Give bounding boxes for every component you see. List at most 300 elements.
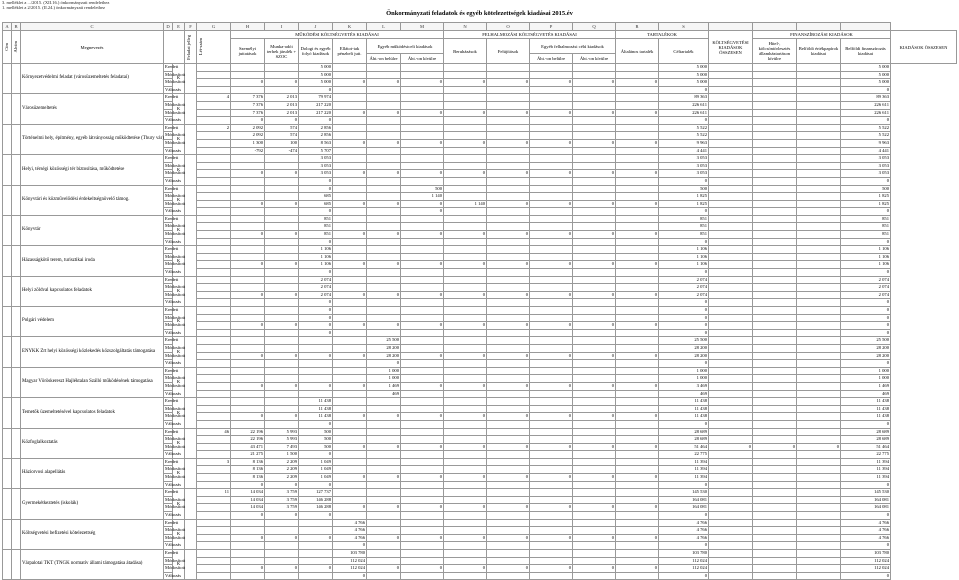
- value-cell[interactable]: [197, 246, 231, 254]
- value-cell[interactable]: [231, 177, 265, 185]
- value-cell[interactable]: [753, 276, 797, 284]
- value-cell[interactable]: [709, 299, 753, 307]
- value-cell[interactable]: [709, 253, 753, 261]
- value-cell[interactable]: 0: [530, 139, 573, 147]
- value-cell[interactable]: [265, 185, 299, 193]
- value-cell[interactable]: [401, 451, 444, 459]
- value-cell[interactable]: 1 469: [367, 382, 401, 390]
- column-letter[interactable]: P: [530, 23, 573, 31]
- value-cell[interactable]: [616, 238, 659, 246]
- value-cell[interactable]: [753, 155, 797, 163]
- value-cell[interactable]: 3 053: [659, 155, 709, 163]
- value-cell[interactable]: 0: [841, 208, 891, 216]
- value-cell[interactable]: [616, 132, 659, 140]
- value-cell[interactable]: [573, 117, 616, 125]
- value-cell[interactable]: [197, 147, 231, 155]
- value-cell[interactable]: [197, 481, 231, 489]
- value-cell[interactable]: 0: [616, 231, 659, 239]
- value-cell[interactable]: 112 024: [659, 557, 709, 565]
- value-cell[interactable]: [753, 200, 797, 208]
- value-cell[interactable]: [616, 94, 659, 102]
- value-cell[interactable]: 0: [444, 565, 487, 573]
- value-cell[interactable]: 0: [530, 261, 573, 269]
- value-cell[interactable]: 0: [573, 231, 616, 239]
- value-cell[interactable]: [197, 215, 231, 223]
- value-cell[interactable]: [265, 177, 299, 185]
- value-cell[interactable]: [709, 542, 753, 550]
- value-cell[interactable]: 0: [841, 314, 891, 322]
- value-cell[interactable]: [444, 466, 487, 474]
- value-cell[interactable]: [367, 208, 401, 216]
- value-cell[interactable]: 28 200: [367, 344, 401, 352]
- value-cell[interactable]: [197, 542, 231, 550]
- value-cell[interactable]: [530, 550, 573, 558]
- value-cell[interactable]: [709, 496, 753, 504]
- value-cell[interactable]: 164 081: [659, 496, 709, 504]
- value-cell[interactable]: [797, 512, 841, 520]
- value-cell[interactable]: [333, 390, 367, 398]
- table-row[interactable]: [3, 185, 957, 193]
- value-cell[interactable]: [299, 550, 333, 558]
- value-cell[interactable]: 11 438: [299, 405, 333, 413]
- value-cell[interactable]: [231, 246, 265, 254]
- value-cell[interactable]: [197, 101, 231, 109]
- value-cell[interactable]: 112 024: [841, 557, 891, 565]
- value-cell[interactable]: [444, 147, 487, 155]
- value-cell[interactable]: [401, 572, 444, 580]
- value-cell[interactable]: [709, 436, 753, 444]
- value-cell[interactable]: [444, 519, 487, 527]
- column-letter[interactable]: Q: [573, 23, 616, 31]
- value-cell[interactable]: 112 024: [659, 565, 709, 573]
- value-cell[interactable]: [333, 193, 367, 201]
- value-cell[interactable]: [573, 405, 616, 413]
- value-cell[interactable]: [530, 496, 573, 504]
- value-cell[interactable]: 0: [530, 534, 573, 542]
- value-cell[interactable]: [197, 572, 231, 580]
- value-cell[interactable]: 0: [367, 504, 401, 512]
- value-cell[interactable]: 0: [487, 474, 530, 482]
- value-cell[interactable]: 11 394: [841, 474, 891, 482]
- value-cell[interactable]: [709, 124, 753, 132]
- value-cell[interactable]: 0: [401, 109, 444, 117]
- value-cell[interactable]: [197, 329, 231, 337]
- value-cell[interactable]: [753, 322, 797, 330]
- value-cell[interactable]: [197, 504, 231, 512]
- value-cell[interactable]: [573, 481, 616, 489]
- value-cell[interactable]: [530, 512, 573, 520]
- value-cell[interactable]: [197, 64, 231, 72]
- value-cell[interactable]: [573, 375, 616, 383]
- value-cell[interactable]: [487, 436, 530, 444]
- value-cell[interactable]: [367, 519, 401, 527]
- value-cell[interactable]: [709, 238, 753, 246]
- value-cell[interactable]: [444, 238, 487, 246]
- value-cell[interactable]: [487, 307, 530, 315]
- value-cell[interactable]: [616, 489, 659, 497]
- value-cell[interactable]: [197, 398, 231, 406]
- value-cell[interactable]: 0: [367, 109, 401, 117]
- value-cell[interactable]: 28 689: [841, 436, 891, 444]
- value-cell[interactable]: [573, 436, 616, 444]
- value-cell[interactable]: 1 500: [265, 451, 299, 459]
- value-cell[interactable]: 0: [265, 117, 299, 125]
- value-cell[interactable]: [530, 360, 573, 368]
- value-cell[interactable]: [709, 527, 753, 535]
- value-cell[interactable]: 2 092: [231, 132, 265, 140]
- value-cell[interactable]: [299, 542, 333, 550]
- value-cell[interactable]: [487, 185, 530, 193]
- value-cell[interactable]: [616, 246, 659, 254]
- value-cell[interactable]: [753, 223, 797, 231]
- value-cell[interactable]: 0: [401, 291, 444, 299]
- value-cell[interactable]: 0: [573, 79, 616, 87]
- value-cell[interactable]: 0: [231, 291, 265, 299]
- value-cell[interactable]: [530, 337, 573, 345]
- value-cell[interactable]: [530, 299, 573, 307]
- value-cell[interactable]: [401, 284, 444, 292]
- value-cell[interactable]: [753, 375, 797, 383]
- value-cell[interactable]: 0: [265, 170, 299, 178]
- value-cell[interactable]: 0: [444, 79, 487, 87]
- value-cell[interactable]: [616, 405, 659, 413]
- value-cell[interactable]: [753, 367, 797, 375]
- value-cell[interactable]: [487, 64, 530, 72]
- value-cell[interactable]: [797, 519, 841, 527]
- value-cell[interactable]: 0: [487, 322, 530, 330]
- value-cell[interactable]: [231, 557, 265, 565]
- value-cell[interactable]: [709, 246, 753, 254]
- value-cell[interactable]: [487, 276, 530, 284]
- value-cell[interactable]: 0: [659, 307, 709, 315]
- value-cell[interactable]: [530, 420, 573, 428]
- value-cell[interactable]: [401, 436, 444, 444]
- value-cell[interactable]: [231, 420, 265, 428]
- value-cell[interactable]: 0: [367, 170, 401, 178]
- value-cell[interactable]: [573, 428, 616, 436]
- value-cell[interactable]: [530, 162, 573, 170]
- value-cell[interactable]: [753, 413, 797, 421]
- value-cell[interactable]: [616, 124, 659, 132]
- value-cell[interactable]: [401, 155, 444, 163]
- value-cell[interactable]: [797, 322, 841, 330]
- value-cell[interactable]: 0: [367, 474, 401, 482]
- value-cell[interactable]: [265, 223, 299, 231]
- value-cell[interactable]: [265, 162, 299, 170]
- value-cell[interactable]: 0: [573, 534, 616, 542]
- value-cell[interactable]: 0: [616, 352, 659, 360]
- value-cell[interactable]: [616, 177, 659, 185]
- value-cell[interactable]: [401, 132, 444, 140]
- value-cell[interactable]: 0: [444, 231, 487, 239]
- value-cell[interactable]: 0: [616, 443, 659, 451]
- value-cell[interactable]: [444, 428, 487, 436]
- value-cell[interactable]: 0: [265, 413, 299, 421]
- value-cell[interactable]: [530, 238, 573, 246]
- value-cell[interactable]: [487, 519, 530, 527]
- value-cell[interactable]: 28 200: [659, 344, 709, 352]
- value-cell[interactable]: 1 000: [841, 367, 891, 375]
- value-cell[interactable]: [616, 185, 659, 193]
- value-cell[interactable]: [616, 276, 659, 284]
- value-cell[interactable]: 0: [265, 352, 299, 360]
- value-cell[interactable]: 4 766: [333, 519, 367, 527]
- value-cell[interactable]: [797, 246, 841, 254]
- value-cell[interactable]: [333, 284, 367, 292]
- value-cell[interactable]: 2 074: [299, 276, 333, 284]
- value-cell[interactable]: [616, 512, 659, 520]
- value-cell[interactable]: 0: [487, 139, 530, 147]
- value-cell[interactable]: 0: [616, 565, 659, 573]
- value-cell[interactable]: 11 438: [841, 413, 891, 421]
- value-cell[interactable]: [367, 246, 401, 254]
- value-cell[interactable]: 21 275: [231, 451, 265, 459]
- value-cell[interactable]: [401, 223, 444, 231]
- value-cell[interactable]: [265, 572, 299, 580]
- value-cell[interactable]: [797, 79, 841, 87]
- value-cell[interactable]: [401, 253, 444, 261]
- value-cell[interactable]: [753, 360, 797, 368]
- value-cell[interactable]: [401, 215, 444, 223]
- value-cell[interactable]: 28 200: [841, 352, 891, 360]
- value-cell[interactable]: [333, 132, 367, 140]
- value-cell[interactable]: [753, 474, 797, 482]
- value-cell[interactable]: 0: [367, 413, 401, 421]
- value-cell[interactable]: 0: [616, 504, 659, 512]
- value-cell[interactable]: 28 200: [659, 352, 709, 360]
- value-cell[interactable]: 2 209: [265, 458, 299, 466]
- value-cell[interactable]: [367, 428, 401, 436]
- value-cell[interactable]: [797, 314, 841, 322]
- value-cell[interactable]: [197, 337, 231, 345]
- value-cell[interactable]: 0: [659, 329, 709, 337]
- value-cell[interactable]: [197, 299, 231, 307]
- value-cell[interactable]: 0: [401, 208, 444, 216]
- value-cell[interactable]: 0: [487, 291, 530, 299]
- value-cell[interactable]: 0: [841, 299, 891, 307]
- value-cell[interactable]: 0: [841, 322, 891, 330]
- value-cell[interactable]: [709, 519, 753, 527]
- value-cell[interactable]: 0: [444, 382, 487, 390]
- value-cell[interactable]: [616, 64, 659, 72]
- value-cell[interactable]: [530, 344, 573, 352]
- value-cell[interactable]: 0: [333, 231, 367, 239]
- value-cell[interactable]: 0: [367, 79, 401, 87]
- value-cell[interactable]: [444, 177, 487, 185]
- value-cell[interactable]: [753, 71, 797, 79]
- value-cell[interactable]: [616, 253, 659, 261]
- value-cell[interactable]: [333, 155, 367, 163]
- value-cell[interactable]: 0: [367, 360, 401, 368]
- value-cell[interactable]: [530, 519, 573, 527]
- value-cell[interactable]: [487, 420, 530, 428]
- value-cell[interactable]: [616, 299, 659, 307]
- column-letter[interactable]: C: [21, 23, 164, 31]
- value-cell[interactable]: 112 024: [333, 557, 367, 565]
- value-cell[interactable]: [616, 71, 659, 79]
- value-cell[interactable]: [797, 451, 841, 459]
- value-cell[interactable]: [530, 451, 573, 459]
- value-cell[interactable]: [530, 124, 573, 132]
- value-cell[interactable]: 574: [265, 132, 299, 140]
- value-cell[interactable]: 0: [367, 565, 401, 573]
- value-cell[interactable]: 851: [841, 215, 891, 223]
- value-cell[interactable]: [487, 147, 530, 155]
- value-cell[interactable]: 1 049: [299, 474, 333, 482]
- value-cell[interactable]: [573, 124, 616, 132]
- value-cell[interactable]: [197, 193, 231, 201]
- value-cell[interactable]: [797, 329, 841, 337]
- value-cell[interactable]: [367, 550, 401, 558]
- value-cell[interactable]: [444, 269, 487, 277]
- value-cell[interactable]: 0: [659, 177, 709, 185]
- value-cell[interactable]: [299, 337, 333, 345]
- value-cell[interactable]: [616, 314, 659, 322]
- value-cell[interactable]: 0: [333, 322, 367, 330]
- value-cell[interactable]: 217 220: [299, 101, 333, 109]
- value-cell[interactable]: [444, 86, 487, 94]
- value-cell[interactable]: 22 775: [841, 451, 891, 459]
- value-cell[interactable]: 1 300: [231, 139, 265, 147]
- value-cell[interactable]: [487, 329, 530, 337]
- value-cell[interactable]: 5 993: [265, 436, 299, 444]
- value-cell[interactable]: [367, 124, 401, 132]
- value-cell[interactable]: [231, 550, 265, 558]
- value-cell[interactable]: [444, 185, 487, 193]
- value-cell[interactable]: [333, 329, 367, 337]
- value-cell[interactable]: 5 000: [659, 71, 709, 79]
- value-cell[interactable]: 1 106: [299, 253, 333, 261]
- value-cell[interactable]: 226 611: [841, 109, 891, 117]
- value-cell[interactable]: 0: [573, 504, 616, 512]
- value-cell[interactable]: [265, 390, 299, 398]
- value-cell[interactable]: [444, 375, 487, 383]
- value-cell[interactable]: [401, 64, 444, 72]
- value-cell[interactable]: 0: [797, 443, 841, 451]
- value-cell[interactable]: [367, 71, 401, 79]
- value-cell[interactable]: 0: [659, 420, 709, 428]
- value-cell[interactable]: 5 993: [265, 428, 299, 436]
- value-cell[interactable]: 0: [444, 291, 487, 299]
- value-cell[interactable]: 0: [444, 261, 487, 269]
- value-cell[interactable]: [197, 519, 231, 527]
- value-cell[interactable]: [231, 337, 265, 345]
- value-cell[interactable]: [444, 101, 487, 109]
- value-cell[interactable]: 0: [616, 170, 659, 178]
- value-cell[interactable]: [753, 208, 797, 216]
- value-cell[interactable]: 0: [299, 382, 333, 390]
- value-cell[interactable]: 4 766: [333, 534, 367, 542]
- value-cell[interactable]: [333, 208, 367, 216]
- value-cell[interactable]: [401, 344, 444, 352]
- value-cell[interactable]: [797, 565, 841, 573]
- table-row[interactable]: [3, 307, 957, 315]
- value-cell[interactable]: 0: [401, 382, 444, 390]
- value-cell[interactable]: [797, 481, 841, 489]
- value-cell[interactable]: [709, 420, 753, 428]
- value-cell[interactable]: [487, 572, 530, 580]
- value-cell[interactable]: [487, 269, 530, 277]
- value-cell[interactable]: [367, 132, 401, 140]
- value-cell[interactable]: [797, 231, 841, 239]
- value-cell[interactable]: [573, 193, 616, 201]
- value-cell[interactable]: 0: [231, 231, 265, 239]
- value-cell[interactable]: [753, 512, 797, 520]
- value-cell[interactable]: [753, 550, 797, 558]
- value-cell[interactable]: 103 780: [659, 550, 709, 558]
- value-cell[interactable]: [753, 193, 797, 201]
- value-cell[interactable]: [797, 71, 841, 79]
- value-cell[interactable]: [444, 193, 487, 201]
- value-cell[interactable]: [797, 466, 841, 474]
- value-cell[interactable]: [401, 420, 444, 428]
- value-cell[interactable]: [367, 276, 401, 284]
- value-cell[interactable]: 4 766: [333, 527, 367, 535]
- value-cell[interactable]: [444, 451, 487, 459]
- value-cell[interactable]: [573, 360, 616, 368]
- value-cell[interactable]: 0: [573, 352, 616, 360]
- value-cell[interactable]: [797, 162, 841, 170]
- value-cell[interactable]: [299, 367, 333, 375]
- value-cell[interactable]: 0: [616, 79, 659, 87]
- value-cell[interactable]: [573, 269, 616, 277]
- value-cell[interactable]: [797, 200, 841, 208]
- value-cell[interactable]: [367, 193, 401, 201]
- value-cell[interactable]: 5 522: [659, 124, 709, 132]
- value-cell[interactable]: 0: [659, 572, 709, 580]
- value-cell[interactable]: [197, 231, 231, 239]
- value-cell[interactable]: 0: [659, 299, 709, 307]
- value-cell[interactable]: 3: [197, 458, 231, 466]
- value-cell[interactable]: [487, 367, 530, 375]
- value-cell[interactable]: 14 034: [231, 504, 265, 512]
- value-cell[interactable]: [573, 466, 616, 474]
- value-cell[interactable]: 0: [231, 79, 265, 87]
- column-letter[interactable]: N: [444, 23, 487, 31]
- value-cell[interactable]: [487, 489, 530, 497]
- value-cell[interactable]: [753, 451, 797, 459]
- value-cell[interactable]: 0: [333, 109, 367, 117]
- value-cell[interactable]: -474: [265, 147, 299, 155]
- value-cell[interactable]: [197, 170, 231, 178]
- value-cell[interactable]: [530, 147, 573, 155]
- value-cell[interactable]: [797, 177, 841, 185]
- value-cell[interactable]: [616, 223, 659, 231]
- value-cell[interactable]: [231, 215, 265, 223]
- value-cell[interactable]: [709, 223, 753, 231]
- value-cell[interactable]: 0: [487, 443, 530, 451]
- value-cell[interactable]: [797, 238, 841, 246]
- value-cell[interactable]: [444, 420, 487, 428]
- value-cell[interactable]: [367, 155, 401, 163]
- value-cell[interactable]: [487, 527, 530, 535]
- value-cell[interactable]: [709, 177, 753, 185]
- value-cell[interactable]: [444, 246, 487, 254]
- value-cell[interactable]: 0: [444, 352, 487, 360]
- value-cell[interactable]: 500: [299, 428, 333, 436]
- value-cell[interactable]: 0: [231, 382, 265, 390]
- value-cell[interactable]: 226 611: [659, 101, 709, 109]
- value-cell[interactable]: 0: [659, 238, 709, 246]
- value-cell[interactable]: 0: [265, 231, 299, 239]
- value-cell[interactable]: 11 394: [841, 466, 891, 474]
- value-cell[interactable]: [530, 436, 573, 444]
- value-cell[interactable]: 685: [299, 200, 333, 208]
- value-cell[interactable]: [709, 291, 753, 299]
- value-cell[interactable]: [616, 101, 659, 109]
- value-cell[interactable]: [797, 405, 841, 413]
- value-cell[interactable]: [797, 307, 841, 315]
